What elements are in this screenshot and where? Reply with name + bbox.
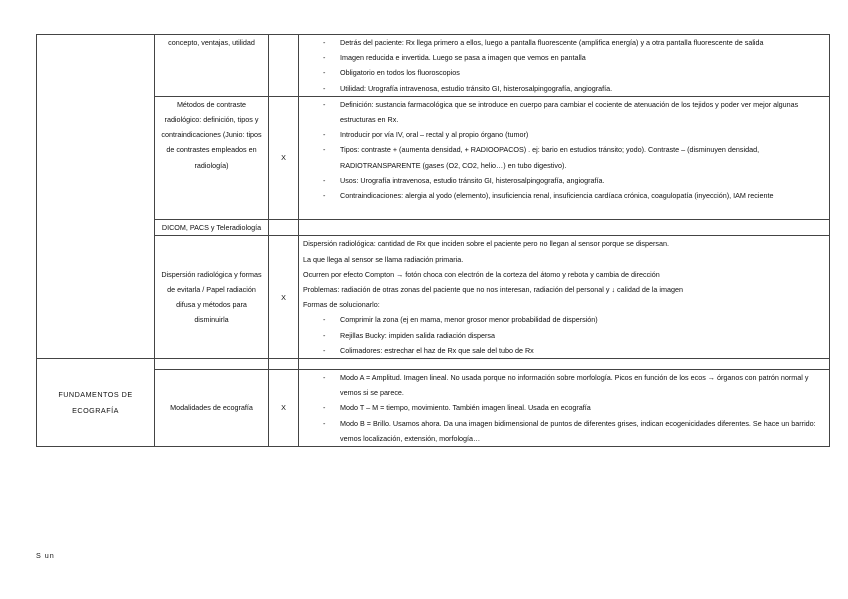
mark-cell: X (269, 370, 299, 447)
topic-cell: Modalidades de ecografía (155, 370, 269, 447)
table-row-fluoroscopy (37, 35, 830, 97)
spacer-cell (299, 359, 830, 370)
content-cell (299, 370, 830, 447)
list-item: - Modo A = Amplitud. Imagen lineal. No usada porque no información sobre morfología. Picos en función de los ecos → órganos con patrón normal y vemos si se parece. (299, 370, 823, 400)
paragraph-line: Problemas: radiación de otras zonas del paciente que no nos interesan, radiación del personal y ↓ calidad de la imagen (303, 285, 683, 295)
syllabus-table (36, 34, 830, 447)
mark-cell (269, 220, 299, 236)
paragraph-line: Formas de solucionarlo: (303, 300, 380, 310)
list-item: - Colimadores: estrechar el haz de Rx que sale del tubo de Rx (303, 343, 819, 358)
topic-cell: Métodos de contraste radiológico: definición, tipos y contraindicaciones (Junio: tipos de contrastes empleados en radiología) (155, 96, 269, 219)
paragraph-line: La que llega al sensor se llama radiación primaria. (303, 254, 464, 264)
mark-cell: X (269, 236, 299, 359)
mark-cell: X (269, 96, 299, 219)
section-cell: FUNDAMENTOS DE ECOGRAFÍA (37, 359, 155, 447)
list-item: - Usos: Urografía intravenosa, estudio tránsito GI, histerosalpingografía, angiografía. (299, 173, 823, 188)
list-item: - Utilidad: Urografía intravenosa, estudio tránsito GI, histerosalpingografía, angiografía. (299, 81, 823, 96)
table-row-dispersion (37, 236, 830, 359)
bullet-list (299, 97, 829, 203)
list-item: - Definición: sustancia farmacológica que se introduce en cuerpo para cambiar el cociente de atenuación de los tejidos y poder ver mejor algunas estructuras en Rx. (299, 97, 823, 127)
bullet-list (299, 370, 829, 446)
list-item: - Introducir por vía IV, oral – rectal y al propio órgano (tumor) (299, 127, 823, 142)
list-item: - Modo B = Brillo. Usamos ahora. Da una imagen bidimensional de puntos de diferentes grises, indican ecogenicidades diferentes. Se hace un barrido: vemos localización, extensión, morfología… (299, 416, 823, 446)
bullet-list (299, 35, 829, 96)
paragraph-line: Dispersión radiológica: cantidad de Rx que inciden sobre el paciente pero no llegan al sensor porque se dispersan. (303, 239, 669, 249)
topic-cell: DICOM, PACS y Teleradiología (155, 220, 269, 236)
list-item: - Detrás del paciente: Rx llega primero a ellos, luego a pantalla fluorescente (amplifica energía) y a otra pantalla fluorescente de salida (299, 35, 823, 50)
list-item: - Comprimir la zona (ej en mama, menor grosor menor probabilidad de dispersión) (303, 312, 819, 327)
table-row-spacer (37, 359, 830, 370)
bullet-list (303, 312, 825, 358)
list-item: - Rejillas Bucky: impiden salida radiación dispersa (303, 328, 819, 343)
section-cell-empty (37, 35, 155, 359)
table-row-dicom (37, 220, 830, 236)
topic-cell: Dispersión radiológica y formas de evitarla / Papel radiación difusa y métodos para disminuirla (155, 236, 269, 359)
content-cell (299, 35, 830, 97)
table-row-ultrasound (37, 370, 830, 447)
list-item: - Imagen reducida e invertida. Luego se pasa a imagen que vemos en pantalla (299, 50, 823, 65)
content-cell (299, 220, 830, 236)
list-item: - Contraindicaciones: alergia al yodo (elemento), insuficiencia renal, insuficiencia cardíaca crónica, coagulopatía (inyección), IAM reciente (299, 188, 823, 203)
content-cell (299, 236, 830, 359)
spacer-cell (269, 359, 299, 370)
list-item: - Tipos: contraste + (aumenta densidad, + RADIOOPACOS) . ej: bario en estudios tránsito; yodo). Contraste – (disminuyen densidad, RADIOTRANSPARENTE (gases (O2, CO2, helio…) en tubo digestivo). (299, 142, 823, 172)
table-row-contrast (37, 96, 830, 219)
spacer-cell (155, 359, 269, 370)
list-item: - Modo T – M = tiempo, movimiento. También imagen lineal. Usada en ecografía (299, 400, 823, 415)
content-cell (299, 96, 830, 219)
footer-text: S un (36, 551, 55, 560)
topic-cell: concepto, ventajas, utilidad (155, 35, 269, 97)
mark-cell (269, 35, 299, 97)
list-item: - Obligatorio en todos los fluoroscopios (299, 65, 823, 80)
paragraph-line: Ocurren por efecto Compton → fotón choca con electrón de la corteza del átomo y rebota y cambia de dirección (303, 269, 660, 279)
